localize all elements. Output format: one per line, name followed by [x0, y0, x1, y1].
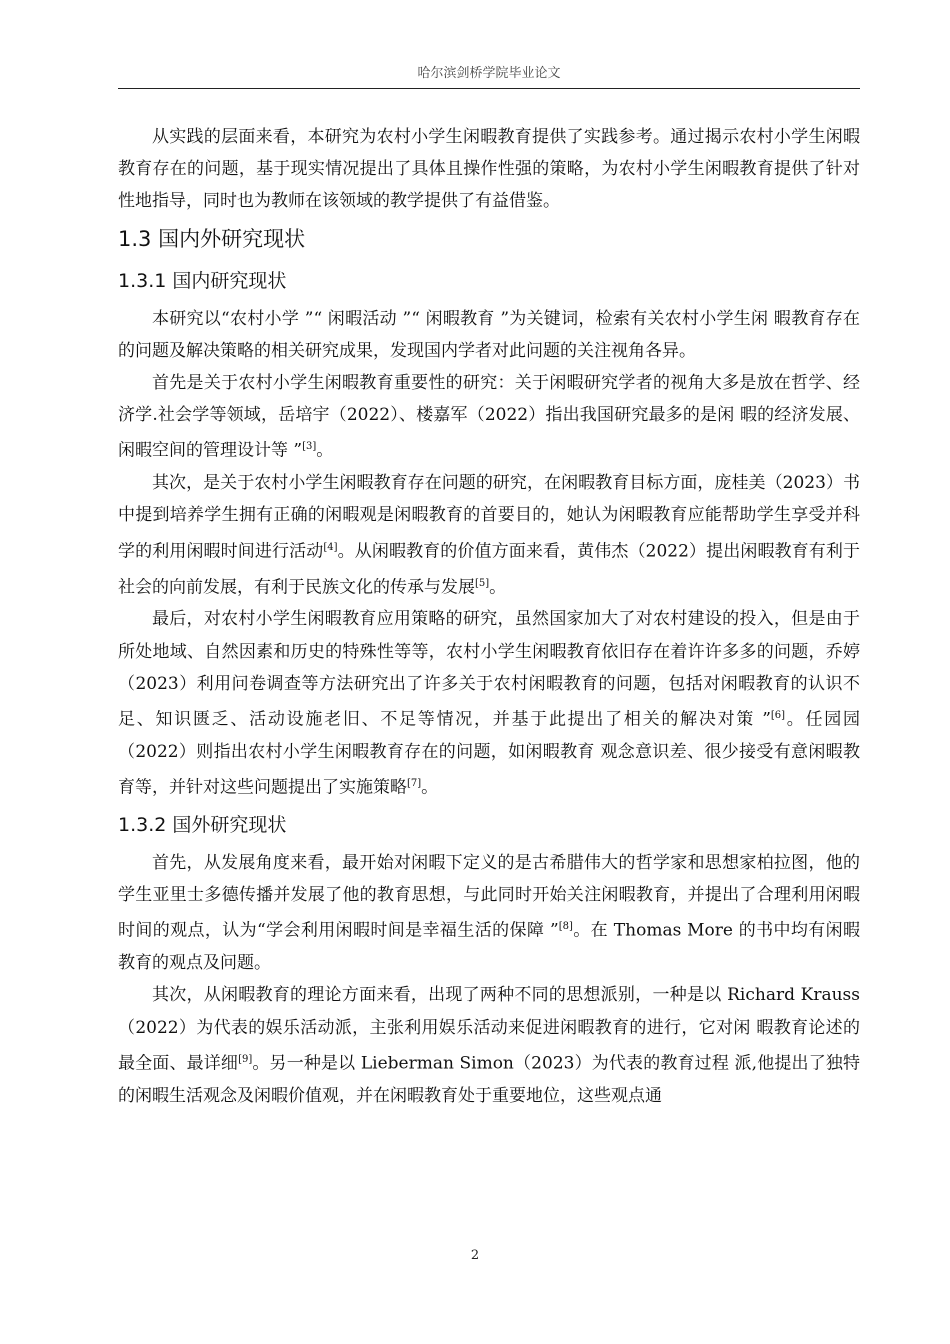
paragraph-keywords: 本研究以“农村小学 ”“ 闲暇活动 ”“ 闲暇教育 ”为关键词，检索有关农村小学生闲 暇教育存在的问题及解决策略的相关研究成果，发现国内学者对此问题的关注视角各异。 [118, 308, 860, 361]
subsection-heading-1-3-2: 1.3.2 国外研究现状 [118, 813, 287, 836]
paragraph-theory-perspective [118, 979, 860, 1111]
paragraph-text: 。 [489, 577, 507, 598]
citation-9[interactable]: [9] [238, 1053, 253, 1065]
citation-8[interactable]: [8] [558, 921, 573, 933]
paragraph-text: 。 [421, 777, 439, 798]
paragraph-text: 。在 Thomas More 的书中均有闲暇教育的观点及问题。 [118, 921, 860, 974]
paragraph-text: 首先，从发展角度来看，最开始对闲暇下定义的是古希腊伟大的哲学家和思想家柏拉图，他的学生亚里士多德传播并发展了他的教育思想，与此同时开始关注闲暇教育，并提出了合理利用闲暇时间的观点，认为“学会利用闲暇时间是幸福生活的保障 ” [118, 852, 860, 941]
document-body [118, 121, 860, 1112]
citation-5[interactable]: [5] [475, 577, 490, 589]
paragraph-development-perspective [118, 847, 860, 979]
page-header: 哈尔滨剑桥学院毕业论文 [417, 66, 561, 81]
header-divider [118, 88, 860, 89]
paragraph-text: 其次，从闲暇教育的理论方面来看，出现了两种不同的思想派别，一种是以 Richard Krauss（2022）为代表的娱乐活动派，主张利用娱乐活动来促进闲暇教育的进行，它对闲 暇教育论述的最全面、最详细 [118, 985, 860, 1074]
section-heading-1-3: 1.3 国内外研究现状 [118, 226, 306, 251]
paragraph-text: 。任园园（2022）则指出农村小学生闲暇教育存在的问题，如闲暇教育 观念意识差、很少接受有意闲暇教育等，并针对这些问题提出了实施策略 [118, 709, 861, 798]
paragraph-text: 。 [316, 441, 334, 462]
paragraph-text: 其次，是关于农村小学生闲暇教育存在问题的研究，在闲暇教育目标方面，庞桂美（2023）书中提到培养学生拥有正确的闲暇观是闲暇教育的首要目的，她认为闲暇教育应能帮助学生享受并科学的利用闲暇时间进行活动 [118, 473, 860, 562]
citation-7[interactable]: [7] [407, 778, 422, 790]
citation-4[interactable]: [4] [323, 541, 338, 553]
citation-3[interactable]: [3] [302, 441, 317, 453]
citation-6[interactable]: [6] [770, 710, 786, 722]
paragraph-text: 首先是关于农村小学生闲暇教育重要性的研究：关于闲暇研究学者的视角大多是放在哲学、经济学.社会学等领域，岳培宇（2022）、楼嘉军（2022）指出我国研究最多的是闲 暇的经济发展、闲暇空间的管理设计等 ” [118, 373, 860, 462]
paragraph-importance-research [118, 367, 860, 467]
paragraph-problem-research [118, 467, 860, 603]
page-number: 2 [470, 1248, 480, 1263]
paragraph-text: 。另一种是以 Lieberman Simon（2023）为代表的教育过程 派,他提出了独特的闲暇生活观念及闲暇价值观，并在闲暇教育处于重要地位，这些观点通 [118, 1053, 861, 1106]
paragraph-text: 最后，对农村小学生闲暇教育应用策略的研究，虽然国家加大了对农村建设的投入，但是由于所处地域、自然因素和历史的特殊性等等，农村小学生闲暇教育依旧存在着许许多多的问题，乔婷（2023）利用问卷调查等方法研究出了许多关于农村闲暇教育的问题，包括对闲暇教育的认识不足、知识匮乏、活动设施老旧、不足等情况，并基于此提出了相关的解决对策 ” [118, 609, 860, 730]
subsection-heading-1-3-1: 1.3.1 国内研究现状 [118, 269, 287, 292]
paragraph-text: 。从闲暇教育的价值方面来看，黄伟杰（2022）提出闲暇教育有利于社会的向前发展，有利于民族文化的传承与发展 [118, 541, 861, 598]
paragraph-strategy-research [118, 603, 860, 804]
paragraph-practical-significance: 从实践的层面来看，本研究为农村小学生闲暇教育提供了实践参考。通过揭示农村小学生闲暇教育存在的问题，基于现实情况提出了具体且操作性强的策略，为农村小学生闲暇教育提供了针对性地指导，同时也为教师在该领域的教学提供了有益借鉴。 [118, 127, 860, 212]
